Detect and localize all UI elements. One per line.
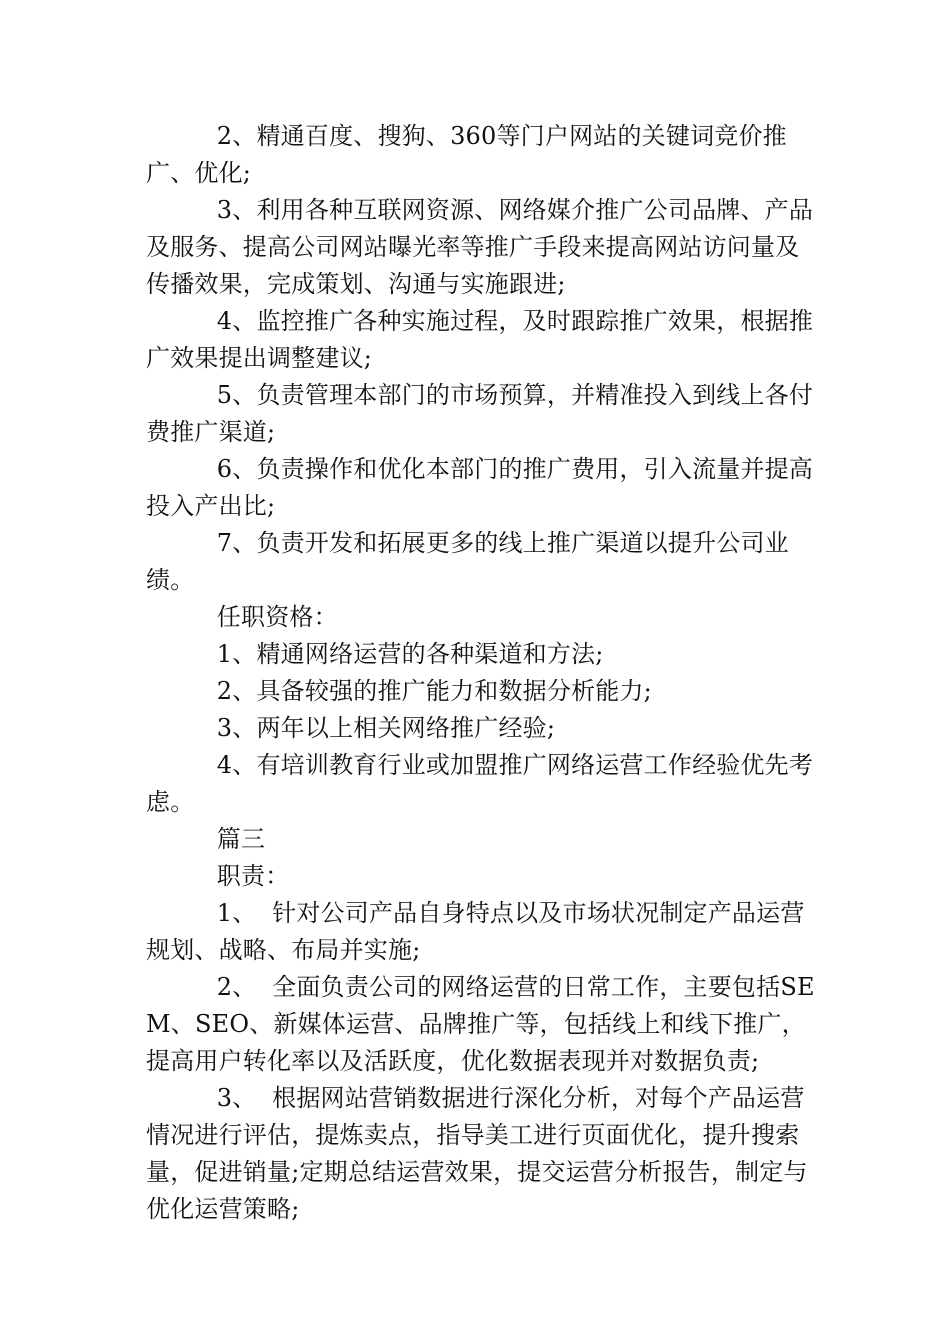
duty-item-1: 1、 针对公司产品自身特点以及市场状况制定产品运营规划、战略、布局并实施; (146, 899, 805, 964)
qualification-item-4: 4、有培训教育行业或加盟推广网络运营工作经验优先考虑。 (146, 751, 814, 816)
paragraph-item-2: 2、精通百度、搜狗、360等门户网站的关键词竞价推广、优化; (146, 122, 787, 187)
paragraph-item-4: 4、监控推广各种实施过程，及时跟踪推广效果，根据推广效果提出调整建议; (146, 307, 814, 372)
paragraph-item-6: 6、负责操作和优化本部门的推广费用，引入流量并提高投入产出比; (146, 455, 814, 520)
section-heading-part-three: 篇三 (216, 825, 266, 853)
section-heading-duties: 职责： (216, 862, 290, 890)
section-heading-qualifications: 任职资格： (216, 603, 338, 631)
qualification-item-3: 3、两年以上相关网络推广经验; (216, 714, 556, 742)
duty-item-2: 2、 全面负责公司的网络运营的日常工作，主要包括SEM、SEO、新媒体运营、品牌推广等，包括线上和线下推广，提高用户转化率以及活跃度，优化数据表现并对数据负责; (146, 973, 815, 1075)
duty-item-3: 3、 根据网站营销数据进行深化分析，对每个产品运营情况进行评估，提炼卖点，指导美工进行页面优化，提升搜索量，促进销量;定期总结运营效果，提交运营分析报告，制定与优化运营策略; (146, 1084, 808, 1223)
paragraph-item-3: 3、利用各种互联网资源、网络媒介推广公司品牌、产品及服务、提高公司网站曝光率等推广手段来提高网站访问量及传播效果，完成策划、沟通与实施跟进; (146, 196, 814, 298)
qualification-item-1: 1、精通网络运营的各种渠道和方法; (216, 640, 604, 668)
document-body (146, 118, 816, 1228)
paragraph-item-7: 7、负责开发和拓展更多的线上推广渠道以提升公司业绩。 (146, 529, 789, 594)
qualification-item-2: 2、具备较强的推广能力和数据分析能力; (216, 677, 652, 705)
paragraph-item-5: 5、负责管理本部门的市场预算，并精准投入到线上各付费推广渠道; (146, 381, 814, 446)
